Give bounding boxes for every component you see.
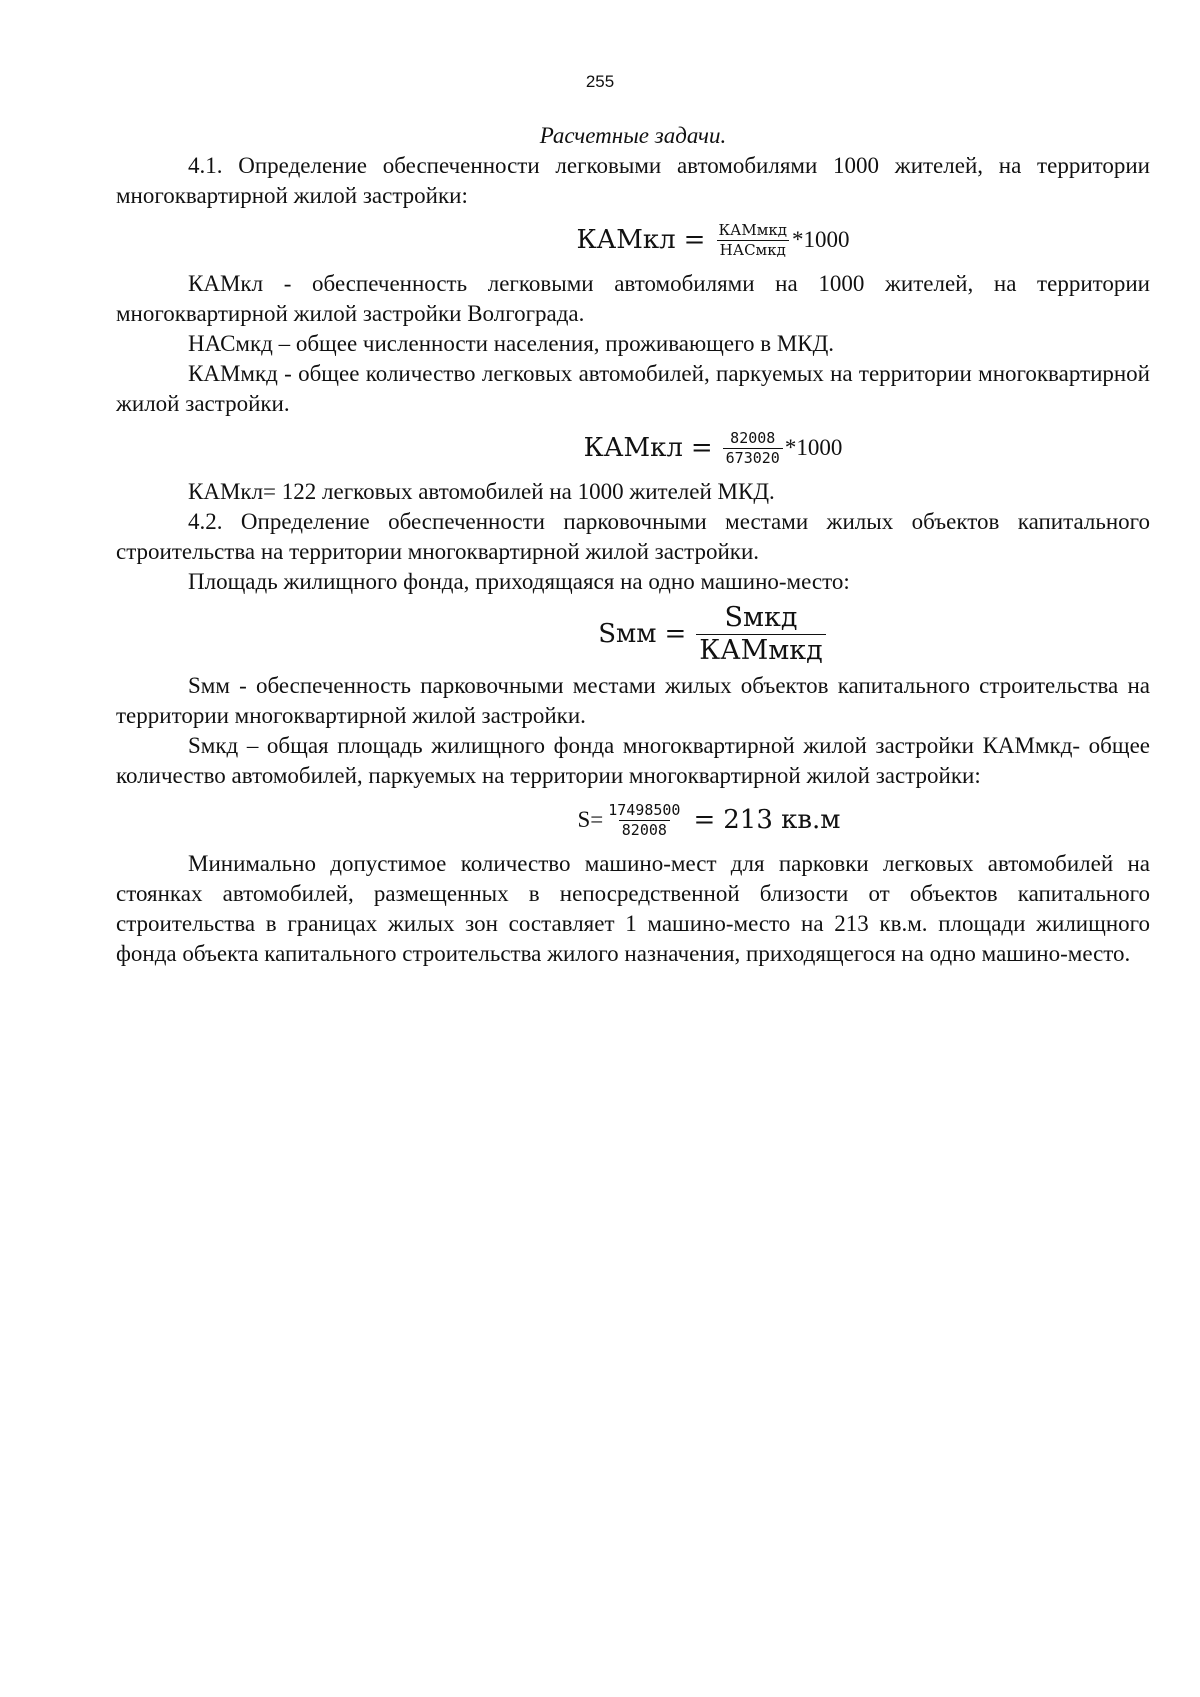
page-content xyxy=(116,121,1150,969)
conclusion-paragraph: Минимально допустимое количество машино-мест для парковки легковых автомобилей на стоянках автомобилей, размещенных в непосредственной близости от объектов капитального строительства в границах жилых зон составляет 1 машино-место на 213 кв.м. площади жилищного фонда объекта капитального строительства жилого назначения, приходящегося на одно машино-место. xyxy=(116,851,1150,966)
formula-lhs: КАМкл xyxy=(583,433,683,463)
formula-equals: = xyxy=(664,619,687,649)
area-line: Площадь жилищного фонда, приходящаяся на одно машино-место: xyxy=(188,569,850,594)
fraction-numerator: 17498500 xyxy=(608,801,681,819)
formula-kamkl-general xyxy=(116,211,1150,269)
formula-equals: = xyxy=(693,805,716,835)
formula-equals: = xyxy=(690,433,713,463)
definition-smkd: Sмкд – общая площадь жилищного фонда многоквартирной жилой застройки КАМмкд- общее количество автомобилей, паркуемых на территории многоквартирной жилой застройки: xyxy=(116,733,1150,788)
section-heading: Расчетные задачи. xyxy=(539,123,727,148)
formula-lhs: КАМкл xyxy=(576,225,676,255)
definition-kammkd: КАМмкд - общее количество легковых автомобилей, паркуемых на территории многоквартирной жилой застройки. xyxy=(116,361,1150,416)
task-4-2-intro: 4.2. Определение обеспеченности парковочными местами жилых объектов капитального строительства на территории многоквартирной жилой застройки. xyxy=(116,509,1150,564)
formula-s-values xyxy=(116,791,1150,849)
formula-kamkl-values xyxy=(116,419,1150,477)
fraction-numerator: КАМмкд xyxy=(718,221,788,239)
formula-result: 213 кв.м xyxy=(723,805,841,835)
fraction xyxy=(696,603,826,665)
formula-equals: = xyxy=(683,225,706,255)
definition-nasmkd: НАСмкд – общее численности населения, проживающего в МКД. xyxy=(188,331,835,356)
formula-lhs: S= xyxy=(577,807,604,832)
fraction-denominator: 673020 xyxy=(723,448,783,467)
formula-smm-general xyxy=(116,597,1150,671)
fraction-denominator: КАМмкд xyxy=(696,634,826,666)
formula-lhs: Sмм xyxy=(598,619,657,649)
result-kamkl: КАМкл= 122 легковых автомобилей на 1000 жителей МКД. xyxy=(188,479,775,504)
task-4-1-intro: 4.1. Определение обеспеченности легковыми автомобилями 1000 жителей, на территории многоквартирной жилой застройки: xyxy=(116,153,1150,208)
formula-multiplier: *1000 xyxy=(792,227,850,252)
page-number: 255 xyxy=(585,72,615,91)
fraction-numerator: 82008 xyxy=(730,429,776,447)
fraction xyxy=(723,430,783,466)
fraction-denominator: НАСмкд xyxy=(717,240,789,259)
fraction xyxy=(605,802,683,838)
definition-kamkl: КАМкл - обеспеченность легковыми автомобилями на 1000 жителей, на территории многоквартирной жилой застройки Волгограда. xyxy=(116,271,1150,326)
definition-smm: Sмм - обеспеченность парковочными местами жилых объектов капитального строительства на территории многоквартирной жилой застройки. xyxy=(116,673,1150,728)
fraction xyxy=(715,222,790,258)
fraction-denominator: 82008 xyxy=(619,820,670,839)
formula-multiplier: *1000 xyxy=(784,435,843,460)
fraction-numerator: Sмкд xyxy=(724,601,798,633)
